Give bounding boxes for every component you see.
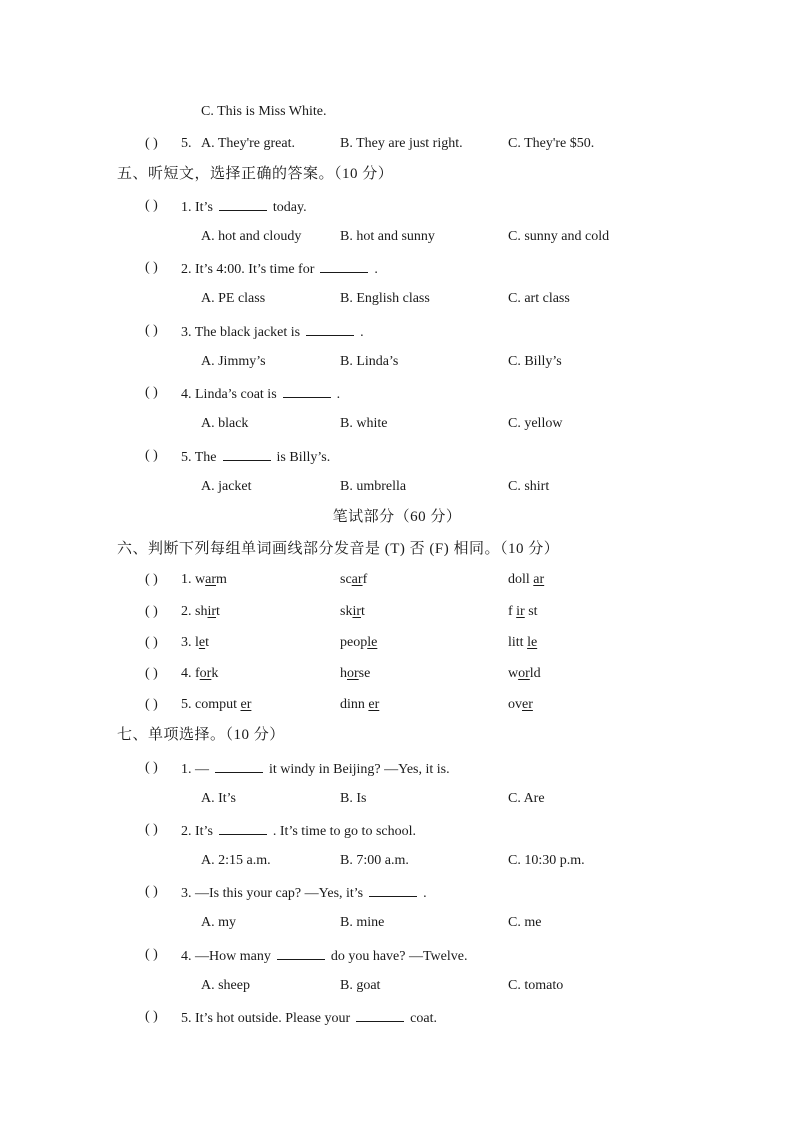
option-b: B. goat bbox=[340, 978, 381, 993]
answer-blank[interactable]: ( ) bbox=[145, 760, 158, 775]
stem-text: coat. bbox=[410, 1011, 437, 1026]
option-b: B. Linda’s bbox=[340, 354, 399, 369]
answer-blank[interactable]: ( ) bbox=[145, 697, 158, 712]
word-part: t bbox=[216, 604, 220, 619]
option-c: C. sunny and cold bbox=[508, 229, 610, 244]
answer-blank[interactable]: ( ) bbox=[145, 198, 158, 213]
question-stem bbox=[181, 1008, 437, 1028]
word-part: st bbox=[524, 604, 538, 619]
word-part: w bbox=[508, 666, 519, 681]
word-part: t bbox=[205, 635, 209, 650]
word-2 bbox=[340, 571, 367, 589]
answer-blank[interactable]: ( ) bbox=[145, 385, 158, 400]
section-heading: 六、判断下列每组单词画线部分发音是 (T) 否 (F) 相同。（10 分） bbox=[117, 541, 560, 557]
stem-text: . bbox=[374, 262, 378, 277]
word-3 bbox=[508, 634, 537, 652]
word-3 bbox=[508, 696, 533, 714]
option-b: B. 7:00 a.m. bbox=[340, 853, 409, 868]
word-1 bbox=[181, 696, 251, 714]
stem-text: . bbox=[360, 325, 364, 340]
question-stem bbox=[181, 322, 364, 342]
word-part: litt bbox=[508, 635, 528, 650]
word-part: comput bbox=[195, 697, 241, 712]
option-b: B. mine bbox=[340, 915, 385, 930]
answer-blank[interactable]: ( ) bbox=[145, 666, 158, 681]
question-stem bbox=[181, 259, 378, 279]
underlined-part: le bbox=[367, 635, 378, 650]
written-part-title: 笔试部分（60 分） bbox=[332, 509, 462, 525]
option-c: C. yellow bbox=[508, 416, 563, 431]
word-part: sk bbox=[340, 604, 353, 619]
word-1 bbox=[181, 603, 220, 621]
word-part: w bbox=[195, 572, 206, 587]
word-part: t bbox=[361, 604, 365, 619]
word-part: dinn bbox=[340, 697, 369, 712]
underlined-part: le bbox=[527, 635, 538, 650]
word-2 bbox=[340, 665, 370, 683]
fill-blank[interactable] bbox=[219, 197, 267, 211]
question-stem bbox=[181, 946, 467, 966]
stem-text: 5. It’s hot outside. Please your bbox=[181, 1011, 351, 1026]
option-b: B. They are just right. bbox=[340, 136, 463, 151]
stem-text: it windy in Beijing? —Yes, it is. bbox=[269, 762, 450, 777]
fill-blank[interactable] bbox=[306, 322, 354, 336]
option-a: A. They're great. bbox=[201, 136, 296, 151]
word-3 bbox=[508, 603, 538, 621]
fill-blank[interactable] bbox=[356, 1008, 404, 1022]
word-part: l bbox=[195, 635, 199, 650]
question-number: 3. bbox=[181, 635, 195, 650]
word-part: f bbox=[195, 666, 200, 681]
stem-text: . bbox=[336, 387, 341, 402]
stem-text: 2. It’s 4:00. It’s time for bbox=[181, 262, 315, 277]
option-b: B. white bbox=[340, 416, 388, 431]
question-number: 5. bbox=[181, 136, 192, 151]
option-a: A. Jimmy’s bbox=[201, 354, 266, 369]
question-number: 1. bbox=[181, 572, 195, 587]
option-a: A. sheep bbox=[201, 978, 250, 993]
word-part: k bbox=[211, 666, 219, 681]
stem-text: 4. Linda’s coat is bbox=[181, 387, 277, 402]
stem-text: 3. —Is this your cap? —Yes, it’s bbox=[181, 886, 364, 901]
stem-text: do you have? —Twelve. bbox=[330, 949, 468, 964]
word-3 bbox=[508, 571, 544, 589]
word-1 bbox=[181, 571, 227, 589]
underlined-part: ar bbox=[205, 572, 217, 587]
stem-text: is Billy’s. bbox=[276, 450, 331, 465]
word-1-text bbox=[195, 604, 220, 619]
answer-blank[interactable]: ( ) bbox=[145, 136, 158, 151]
underlined-part: or bbox=[518, 666, 530, 681]
word-3 bbox=[508, 665, 541, 683]
answer-blank[interactable]: ( ) bbox=[145, 1009, 158, 1024]
q4-4-option-c: C. This is Miss White. bbox=[201, 104, 327, 119]
word-1-text bbox=[195, 697, 251, 712]
answer-blank[interactable]: ( ) bbox=[145, 323, 158, 338]
underlined-part: e bbox=[198, 635, 206, 650]
question-stem bbox=[181, 447, 330, 467]
word-1-text bbox=[195, 572, 227, 587]
option-a: A. hot and cloudy bbox=[201, 229, 302, 244]
fill-blank[interactable] bbox=[277, 946, 325, 960]
answer-blank[interactable]: ( ) bbox=[145, 260, 158, 275]
stem-text: . bbox=[423, 886, 427, 901]
option-b: B. umbrella bbox=[340, 479, 407, 494]
stem-text: today. bbox=[272, 200, 307, 215]
fill-blank[interactable] bbox=[320, 259, 368, 273]
word-1-text bbox=[195, 635, 209, 650]
stem-text: . It’s time to go to school. bbox=[272, 824, 416, 839]
option-c: C. They're $50. bbox=[508, 136, 595, 151]
option-b: B. Is bbox=[340, 791, 367, 806]
option-b: B. English class bbox=[340, 291, 430, 306]
option-a: A. black bbox=[201, 416, 249, 431]
underlined-part: er bbox=[368, 697, 380, 712]
word-part: h bbox=[340, 666, 347, 681]
fill-blank[interactable] bbox=[215, 759, 263, 773]
answer-blank[interactable]: ( ) bbox=[145, 448, 158, 463]
option-a: A. my bbox=[201, 915, 236, 930]
option-c: C. Billy’s bbox=[508, 354, 562, 369]
option-c: C. tomato bbox=[508, 978, 564, 993]
underlined-part: er bbox=[522, 697, 533, 712]
word-part: ov bbox=[508, 697, 522, 712]
option-a: A. 2:15 a.m. bbox=[201, 853, 271, 868]
section-heading: 五、听短文，选择正确的答案。（10 分） bbox=[117, 166, 394, 182]
fill-blank[interactable] bbox=[223, 447, 271, 461]
answer-blank[interactable]: ( ) bbox=[145, 822, 158, 837]
word-1-text bbox=[195, 666, 218, 681]
word-2 bbox=[340, 603, 365, 621]
option-c: C. 10:30 p.m. bbox=[508, 853, 585, 868]
fill-blank[interactable] bbox=[369, 883, 417, 897]
answer-blank[interactable]: ( ) bbox=[145, 635, 158, 650]
option-a: A. It’s bbox=[201, 791, 236, 806]
underlined-part: or bbox=[347, 666, 359, 681]
question-stem bbox=[181, 384, 340, 404]
answer-blank[interactable]: ( ) bbox=[145, 947, 158, 962]
stem-text: 1. — bbox=[181, 762, 209, 777]
underlined-part: or bbox=[199, 666, 212, 681]
underlined-part: ir bbox=[207, 604, 217, 619]
answer-blank[interactable]: ( ) bbox=[145, 884, 158, 899]
word-part: ld bbox=[529, 666, 541, 681]
option-b: B. hot and sunny bbox=[340, 229, 435, 244]
word-part: doll bbox=[508, 572, 534, 587]
underlined-part: ar bbox=[351, 572, 363, 587]
stem-text: 5. The bbox=[181, 450, 217, 465]
word-part: m bbox=[216, 572, 227, 587]
question-stem bbox=[181, 821, 416, 841]
question-number: 2. bbox=[181, 604, 195, 619]
word-part: se bbox=[358, 666, 371, 681]
option-c: C. me bbox=[508, 915, 542, 930]
underlined-part: ir bbox=[352, 604, 362, 619]
word-part: sc bbox=[340, 572, 352, 587]
option-a: A. jacket bbox=[201, 479, 252, 494]
question-number: 4. bbox=[181, 666, 195, 681]
fill-blank[interactable] bbox=[219, 821, 267, 835]
question-stem bbox=[181, 197, 307, 217]
word-part: f bbox=[508, 604, 517, 619]
word-1 bbox=[181, 634, 209, 652]
underlined-part: ar bbox=[533, 572, 545, 587]
stem-text: 3. The black jacket is bbox=[181, 325, 301, 340]
option-a: A. PE class bbox=[201, 291, 266, 306]
stem-text: 1. It’s bbox=[181, 200, 213, 215]
word-part: sh bbox=[195, 604, 208, 619]
word-1 bbox=[181, 665, 218, 683]
question-stem bbox=[181, 759, 450, 779]
underlined-part: ir bbox=[516, 604, 525, 619]
option-c: C. shirt bbox=[508, 479, 550, 494]
word-part: peop bbox=[340, 635, 368, 650]
option-c: C. Are bbox=[508, 791, 545, 806]
option-c: C. art class bbox=[508, 291, 570, 306]
answer-blank[interactable]: ( ) bbox=[145, 604, 158, 619]
word-part: f bbox=[362, 572, 368, 587]
stem-text: 2. It’s bbox=[181, 824, 213, 839]
question-stem bbox=[181, 883, 427, 903]
fill-blank[interactable] bbox=[283, 384, 331, 398]
word-2 bbox=[340, 696, 379, 714]
question-number: 5. bbox=[181, 697, 195, 712]
word-2 bbox=[340, 634, 377, 652]
section-heading: 七、单项选择。（10 分） bbox=[117, 727, 285, 743]
answer-blank[interactable]: ( ) bbox=[145, 572, 158, 587]
stem-text: 4. —How many bbox=[181, 949, 271, 964]
underlined-part: er bbox=[240, 697, 252, 712]
